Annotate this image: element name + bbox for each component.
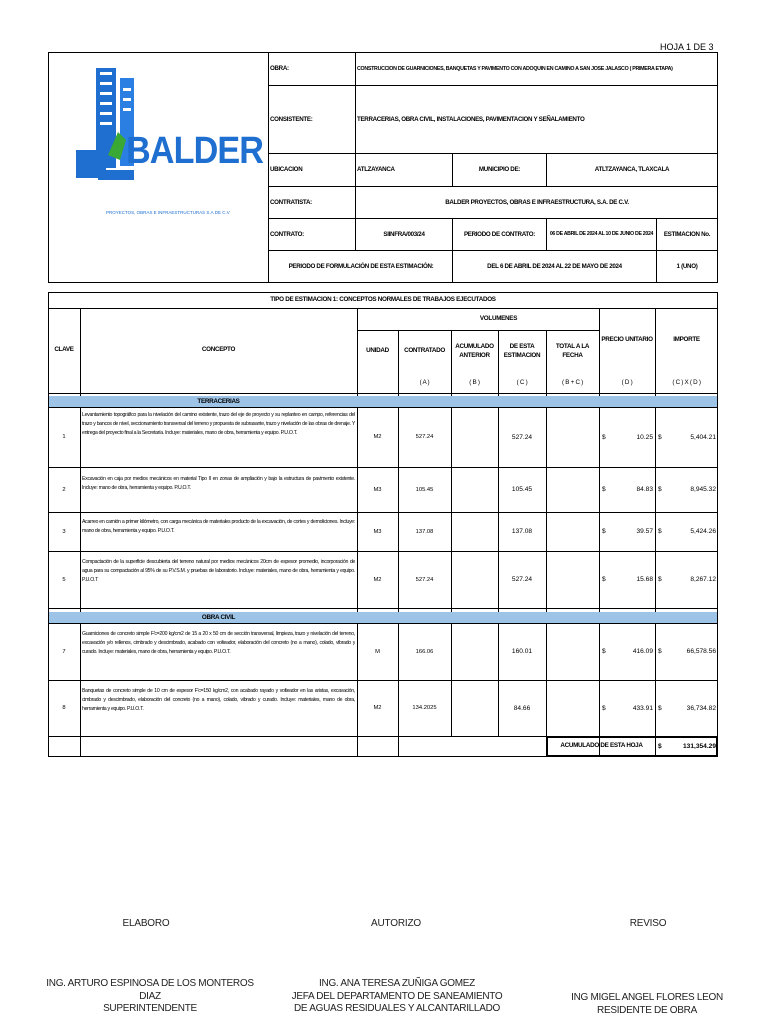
reviso-label: REVISO xyxy=(629,918,667,929)
row1-esta: 527.24 xyxy=(511,433,533,441)
row4-unidad: M2 xyxy=(373,576,382,583)
row4-clave: 5 xyxy=(62,576,66,583)
row5-esta: 160.01 xyxy=(511,648,533,655)
row4-importe: $ 8,267.12 xyxy=(658,576,716,583)
company-logo xyxy=(68,60,264,225)
section-obra-civil: OBRA CIVIL xyxy=(201,614,236,621)
sub-b: ( B ) xyxy=(469,378,480,386)
col-esta: DE ESTA ESTIMACION xyxy=(503,343,541,359)
row6-esta: 84.66 xyxy=(513,704,531,712)
periodo-contrato-label: PERIODO DE CONTRATO: xyxy=(463,230,536,238)
reviso-name: ING MIGEL ANGEL FLORES LEON xyxy=(571,992,723,1003)
row5-clave: 7 xyxy=(62,648,66,655)
elaboro-label: ELABORO xyxy=(122,918,170,929)
estimacion-value: 1 (UNO) xyxy=(676,263,698,270)
table-title: TIPO DE ESTIMACION 1: CONCEPTOS NORMALES DE TRABAJOS EJECUTADOS xyxy=(270,295,496,303)
col-importe: IMPORTE xyxy=(673,336,700,344)
sub-cxd: ( C ) X ( D ) xyxy=(672,378,701,386)
col-concepto: CONCEPTO xyxy=(201,346,236,354)
row6-precio: $ 433.91 xyxy=(602,704,653,712)
page-number-label: HOJA 1 DE 3 xyxy=(660,42,714,52)
row5-unidad: M xyxy=(375,648,380,655)
row2-unidad: M3 xyxy=(373,486,382,493)
contratista-label: CONTRATISTA: xyxy=(270,198,312,206)
obra-label: OBRA: xyxy=(270,65,289,72)
col-unidad: UNIDAD xyxy=(366,347,389,355)
row3-concepto: Acarreo en camión a primer kilómetro, con carga mecánica de materiales producto de la excavación, de cortes y demoliciones. Incluye: mano de obra, herramienta y equipo. P.U.O.T. xyxy=(82,519,355,534)
sub-c: ( C ) xyxy=(516,378,528,386)
row2-clave: 2 xyxy=(62,486,66,493)
logo-tagline: PROYECTOS, OBRAS E INFRAESTRUCTURAS S.A DE C.V xyxy=(106,210,230,215)
section-terracerias: TERRACERIAS xyxy=(197,398,240,405)
row3-unidad: M3 xyxy=(373,528,382,535)
row3-precio: $ 39.57 xyxy=(602,528,653,535)
row6-concepto: Banquetas de concreto simple de 10 cm de espesor F'c=150 kg/cm2, con acabado rayado y volteador en las aristas, excavación, cimbrado y descimbrado, elaboración del concreto (no a mano), colado, vibrado y curado. Incluye: materiales, mano de obra, herramienta y equipo. P.U.O.T. xyxy=(82,688,355,712)
sub-a: ( A ) xyxy=(419,378,430,386)
ubicacion-value: ATLZAYANCA xyxy=(357,166,395,173)
row4-concepto: Compactación de la superficie descubierta del terreno natural por medios mecánicos 20cm de espesor promedio, incorporación de agua para su compactación al 95% de su P.V.S.M. y pruebas de laboratorio. Incluye: materiales, mano de obra, herramienta y equipo. P.U.O.T xyxy=(82,559,355,583)
col-acumulado: ACUMULADO ANTERIOR xyxy=(455,343,494,359)
contratista-value: BALDER PROYECTOS, OBRAS E INFRAESTRUCTURA, S.A. DE C.V. xyxy=(445,198,629,206)
sub-bc: ( B + C ) xyxy=(562,378,583,386)
periodo-formulacion-value: DEL 6 DE ABRIL DE 2024 AL 22 DE MAYO DE 2024 xyxy=(487,263,622,270)
autorizo-signer xyxy=(286,978,508,1016)
contrato-label: CONTRATO: xyxy=(270,230,304,238)
row2-importe: $ 8,945.32 xyxy=(658,486,716,493)
periodo-formulacion-label: PERIODO DE FORMULACIÓN DE ESTA ESTIMACIÓN: xyxy=(288,263,434,270)
autorizo-label: AUTORIZO xyxy=(371,918,421,929)
row4-contratado: 527.24 xyxy=(415,576,434,583)
row2-contratado: 105.45 xyxy=(415,486,434,493)
volumenes-label: VOLUMENES xyxy=(479,314,518,322)
row1-unidad: M2 xyxy=(373,434,382,440)
row1-importe: $ 5,404.21 xyxy=(658,433,716,441)
row3-importe: $ 5,424.26 xyxy=(658,528,716,535)
consistente-value: TERRACERIAS, OBRA CIVIL, INSTALACIONES, PAVIMENTACION Y SEÑALAMIENTO xyxy=(357,115,585,123)
row4-precio: $ 15.68 xyxy=(602,576,653,583)
periodo-contrato-value: 06 DE ABRIL DE 2024 AL 10 DE JUNIO DE 2024 xyxy=(549,231,654,237)
row1-clave: 1 xyxy=(62,434,66,440)
elaboro-signer xyxy=(40,978,260,1016)
acumulado-value: $ 131,354.29 xyxy=(658,743,716,750)
ubicacion-label: UBICACION xyxy=(270,166,303,173)
logo-brand-text: BALDER xyxy=(126,130,264,172)
row6-importe: $ 36,734.82 xyxy=(658,704,716,712)
autorizo-name: ING. ANA TERESA ZUÑIGA GOMEZ xyxy=(319,978,475,989)
municipio-value: ATLTZAYANCA, TLAXCALA xyxy=(594,166,670,173)
reviso-signer xyxy=(562,992,732,1017)
row3-contratado: 137.08 xyxy=(415,528,434,535)
row6-clave: 8 xyxy=(62,705,66,711)
municipio-label: MUNICIPIO DE: xyxy=(478,166,521,173)
row6-contratado: 134.2025 xyxy=(412,705,437,711)
col-precio: PRECIO UNITARIO xyxy=(601,336,653,344)
elaboro-name: ING. ARTURO ESPINOSA DE LOS MONTEROS DIAZ xyxy=(46,978,254,1002)
row5-importe: $ 66,578.56 xyxy=(658,648,716,655)
autorizo-role-1: JEFA DEL DEPARTAMENTO DE SANEAMIENTO xyxy=(291,990,503,1002)
obra-value: CONSTRUCCION DE GUARNICIONES, BANQUETAS Y PAVIMENTO CON ADOQUIN EN CAMINO A SAN JOSE JALASCO ( PRIMERA ETAPA) xyxy=(357,65,673,72)
row1-precio: $ 10.25 xyxy=(602,433,653,441)
row2-esta: 105.45 xyxy=(511,486,533,493)
sub-d: ( D ) xyxy=(621,378,633,386)
autorizo-role-2: DE AGUAS RESIDUALES Y ALCANTARILLADO xyxy=(294,1003,500,1014)
estimacion-label: ESTIMACION No. xyxy=(663,230,711,238)
row5-contratado: 166.06 xyxy=(415,648,434,655)
col-contratado: CONTRATADO xyxy=(404,347,445,355)
row3-esta: 137.08 xyxy=(511,528,533,535)
row1-contratado: 527.24 xyxy=(415,434,434,440)
col-total: TOTAL A LA FECHA xyxy=(555,343,590,359)
consistente-label: CONSISTENTE: xyxy=(270,115,313,123)
row5-concepto: Guarniciones de concreto simple F'c=200 kg/cm2 de 15 a 20 x 50 cm de sección transversal, limpieza, trazo y nivelación del terreno, excavación y/o rellenos, cimbrado y descimbrado, acabado con volteador, elaboración del concreto (no a mano), colado, vibrado y curado. Incluye: materiales, mano de obra, herramienta y equipo. P.U.O.T. xyxy=(82,631,355,655)
row2-precio: $ 84.83 xyxy=(602,486,653,493)
row2-concepto: Excavación en caja por medios mecánicos en material Tipo II en zonas de ampliación y bajo la estructura de pavimento existente. Incluye: mano de obra, herramienta y equipo. P.U.O.T. xyxy=(82,476,355,491)
contrato-value: SIINFRA/003/24 xyxy=(383,230,425,238)
col-clave: CLAVE xyxy=(54,346,74,354)
row4-esta: 527.24 xyxy=(511,576,533,583)
row1-concepto: Levantamiento topográfico para la nivelación del camino existente, trazo del eje de proyecto y su replanteo en campo, referencias del trazo y bancos de nivel, seccionamiento transversal del terreno y propuesta de subrasante, trazo y nivelación de las obras de drenaje. Y entrega del proyecto final a la Secretaría. Incluye: materiales, mano de obra, herramienta y equipo. P.U.O.T. xyxy=(82,412,355,436)
acumulado-label: ACUMULADO DE ESTA HOJA xyxy=(560,742,643,750)
row3-clave: 3 xyxy=(62,528,66,535)
row6-unidad: M2 xyxy=(373,705,382,711)
row5-precio: $ 416.09 xyxy=(602,648,653,655)
elaboro-role: SUPERINTENDENTE xyxy=(103,1003,197,1014)
reviso-role: RESIDENTE DE OBRA xyxy=(597,1004,697,1016)
